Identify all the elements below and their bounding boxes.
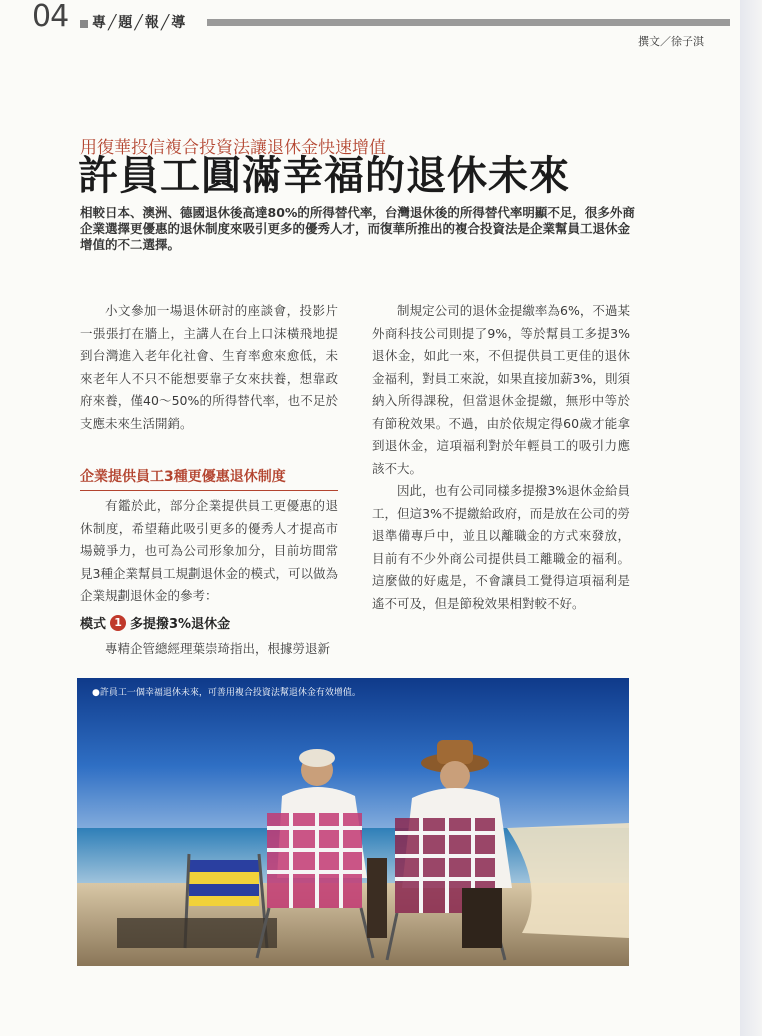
right-column	[372, 300, 630, 615]
left-column-section	[80, 495, 338, 608]
section-divider	[80, 490, 338, 491]
mode1-number-badge: 1	[110, 615, 126, 631]
mode1-prefix: 模式	[80, 617, 107, 632]
byline: 撰文／徐子淇	[638, 35, 704, 48]
photo-caption: ●許員工一個幸福退休未來，可善用複合投資法幫退休金有效增值。	[92, 688, 361, 698]
section-label: 專╱題╱報╱導	[92, 15, 188, 31]
mode1-heading	[80, 613, 230, 632]
article-title: 許員工圓滿幸福的退休未來	[78, 153, 570, 199]
right-paragraph-1: 制規定公司的退休金提繳率為6%，不過某外商科技公司則提了9%，等於幫員工多提3%退休金，如此一來，不但提供員工更佳的退休金福利，對員工來說，如果直接加薪3%，則須納入所得課稅，但當退休金提繳，無形中等於有節稅效果。不過，由於依規定得60歲才能拿到退休金，這項福利對於年輕員工的吸引力應該不大。	[372, 303, 630, 476]
intro-paragraph: 小文參加一場退休研討的座談會，投影片一張張打在牆上，主講人在台上口沫橫飛地提到台灣進入老年化社會、生育率愈來愈低，未來老年人不只不能想要靠子女來扶養，想靠政府來養，僅40～50%的所得替代率，也不足於支應未來生活開銷。	[80, 303, 338, 431]
article-subtitle: 用復華投信複合投資法讓退休金快速增值	[80, 138, 386, 158]
mode1-paragraph: 專精企管總經理葉崇琦指出，根據勞退新	[105, 641, 331, 656]
beach-scene-illustration	[77, 678, 629, 966]
page-edge-shadow	[740, 0, 762, 1036]
header-square-icon	[80, 20, 88, 28]
right-paragraph-2: 因此，也有公司同樣多提撥3%退休金給員工，但這3%不提繳給政府，而是放在公司的勞退準備專戶中，並且以離職金的方式來發放，目前有不少外商公司提供員工離職金的福利。這麼做的好處是，不會讓員工覺得這項福利是遙不可及，但是節稅效果相對較不好。	[372, 483, 630, 611]
left-column-mode1	[80, 638, 338, 661]
section-paragraph: 有鑑於此，部分企業提供員工更優惠的退休制度，希望藉此吸引更多的優秀人才提高市場競爭力，也可為公司形象加分，目前坊間常見3種企業幫員工規劃退休金的模式，可以做為企業規劃退休金的參考：	[80, 498, 338, 603]
page-number: 04	[32, 0, 69, 34]
section-heading: 企業提供員工3種更優惠退休制度	[80, 469, 286, 485]
mode1-label: 多提撥3%退休金	[130, 617, 231, 632]
left-column-intro	[80, 300, 338, 435]
beach-photo	[77, 678, 629, 966]
header-rule	[207, 19, 730, 26]
article-lead: 相較日本、澳洲、德國退休後高達80%的所得替代率，台灣退休後的所得替代率明顯不足，很多外商企業選擇更優惠的退休制度來吸引更多的優秀人才，而復華所推出的複合投資法是企業幫員工退休金增值的不二選擇。	[80, 205, 635, 252]
